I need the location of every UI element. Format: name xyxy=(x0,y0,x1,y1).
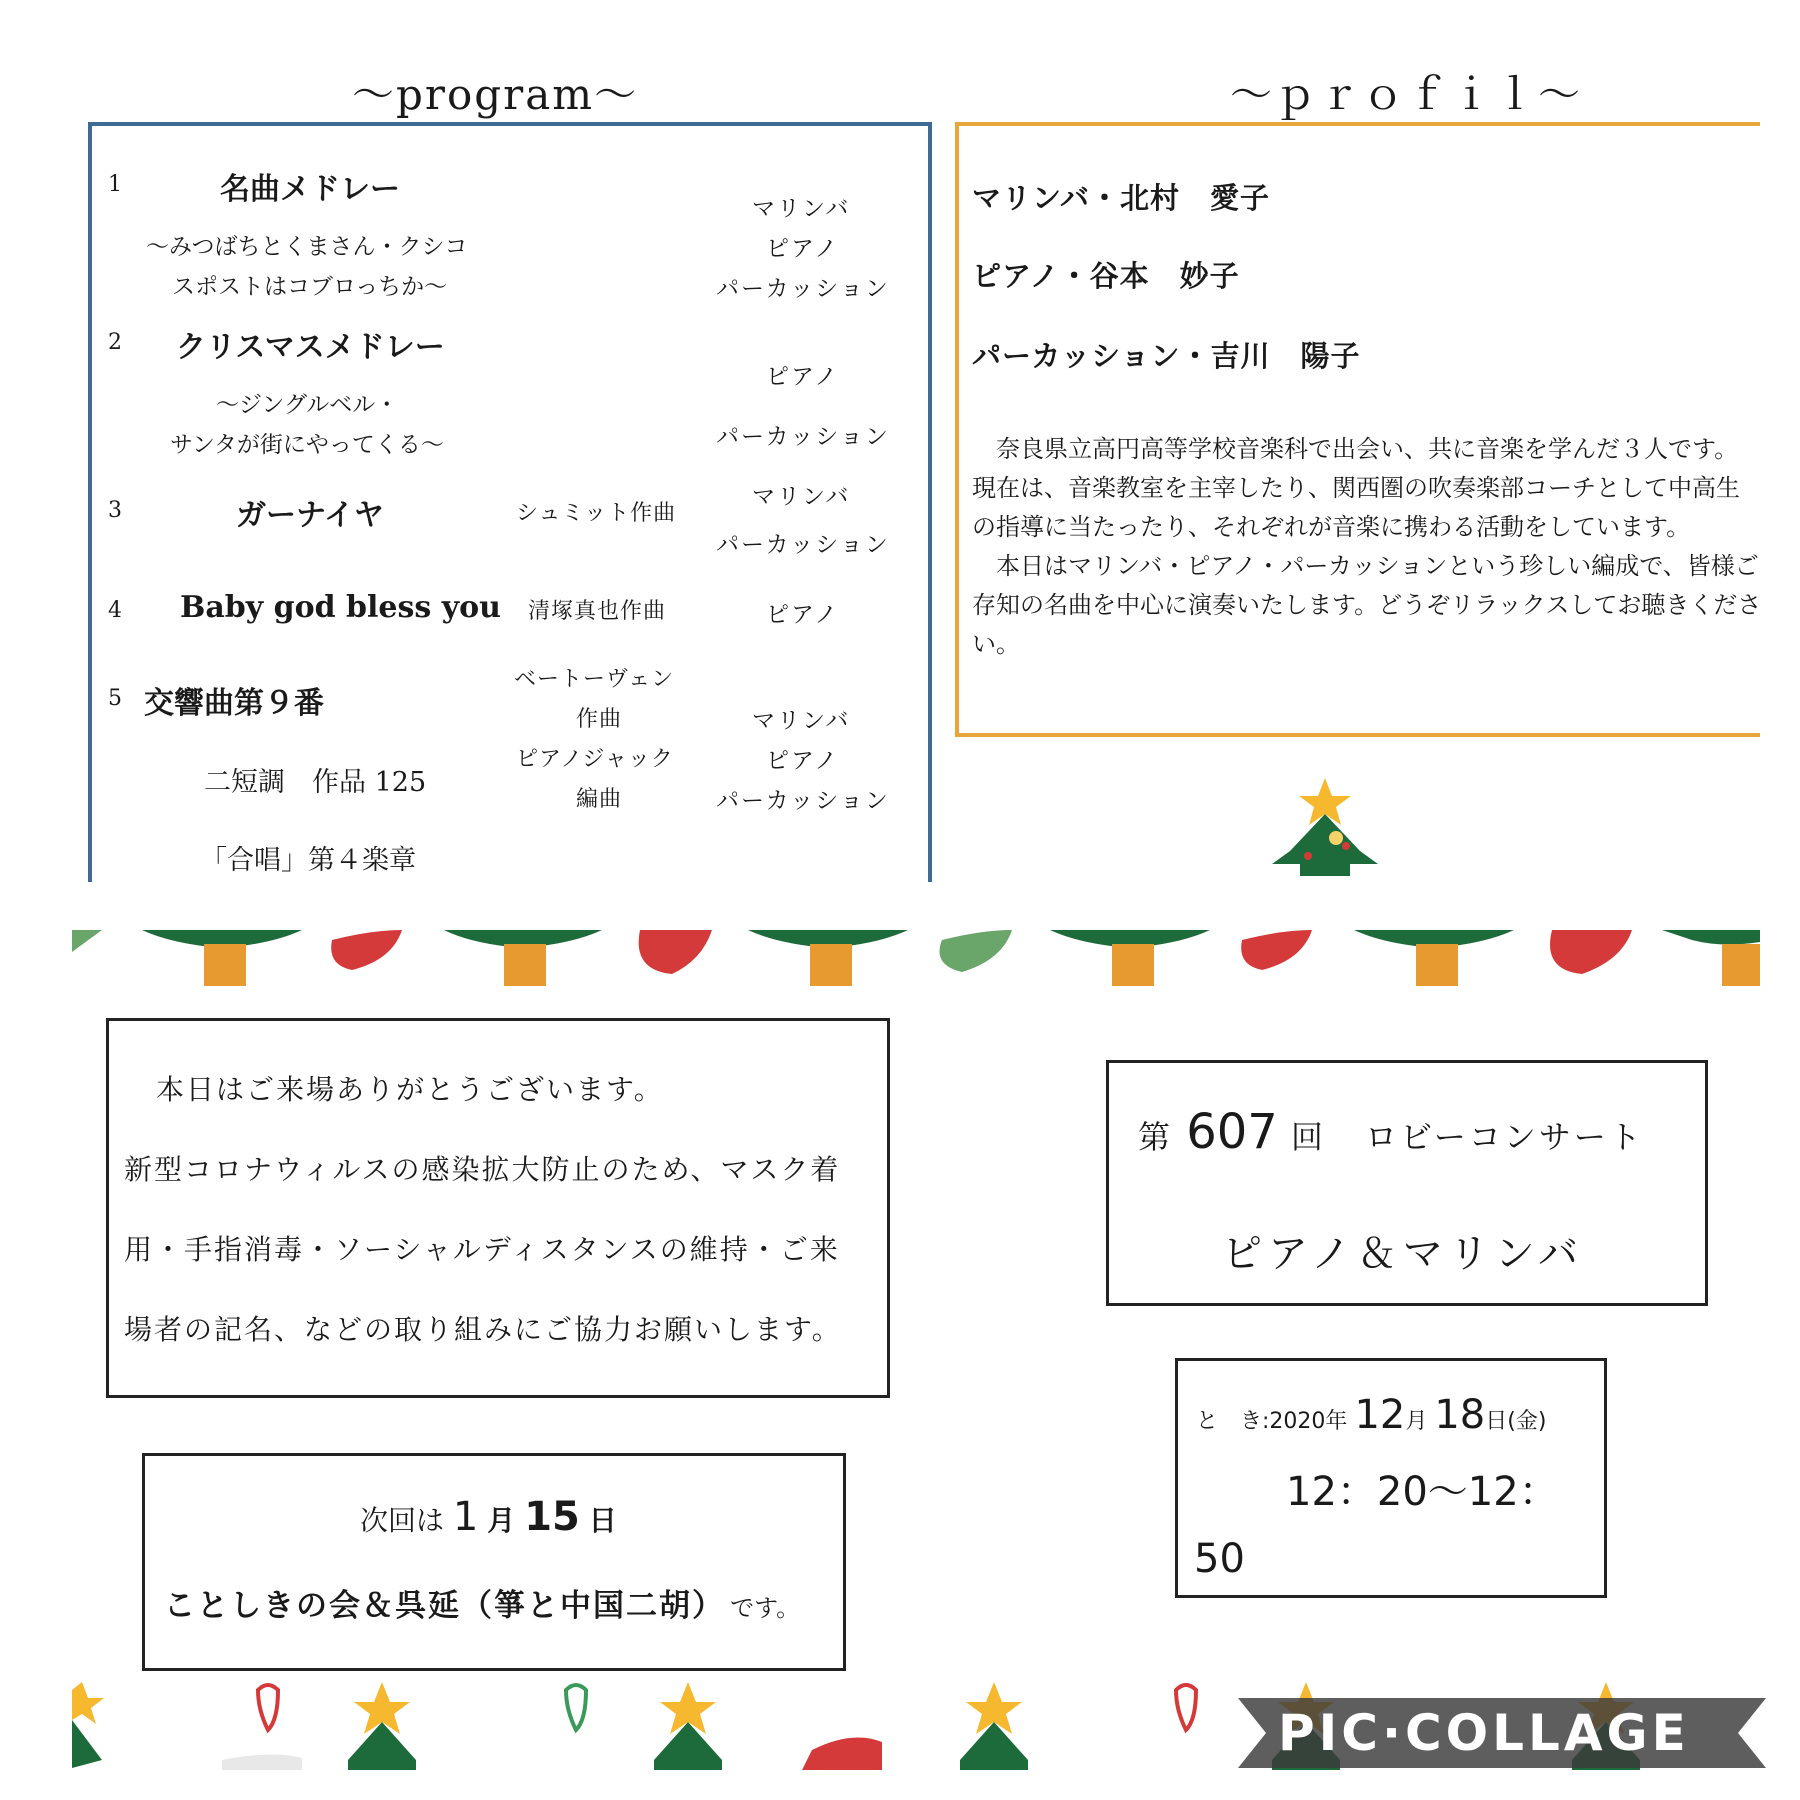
profile-paragraph: 本日はマリンバ・ピアノ・パーカッションという珍しい編成で、皆様ご存知の名曲を中心に演奏いたします。どうぞリラックスしてお聴きください。 xyxy=(972,552,1762,658)
program-item-title: 交響曲第９番 xyxy=(144,686,324,721)
schedule-year-unit: 年 xyxy=(1325,1409,1348,1434)
program-item-subtitle: ～ジングルベル・ xyxy=(216,392,399,418)
program-item-composer: シュミット作曲 xyxy=(516,501,677,526)
schedule-time-line1: 12：20～12： xyxy=(1286,1469,1559,1515)
schedule-year: 2020 xyxy=(1269,1409,1326,1434)
watermark-text: PIC·COLLAGE xyxy=(1278,1704,1690,1762)
program-item-instrument: マリンバ xyxy=(752,484,851,510)
program-item-instrument: パーカッション xyxy=(716,788,890,814)
program-item-subtitle: 二短調 作品 125 xyxy=(204,767,427,798)
star-tree-icon xyxy=(72,1682,104,1768)
schedule-weekday: (金) xyxy=(1507,1409,1547,1434)
program-item-number: 2 xyxy=(108,330,122,355)
next-concert-performers: ことしきの会＆呉延（箏と中国二胡） xyxy=(164,1588,725,1624)
program-item-instrument: ピアノ xyxy=(766,602,840,628)
program-item-instrument: マリンバ xyxy=(752,708,851,734)
notice-line: 場者の記名、などの取り組みにご協力お願いします。 xyxy=(124,1313,842,1346)
program-item-instrument: パーカッション xyxy=(716,424,890,450)
next-concert-box xyxy=(142,1453,846,1671)
program-item-composer: 清塚真也作曲 xyxy=(528,599,667,624)
profile-description xyxy=(972,430,1762,664)
concert-number: 607 xyxy=(1186,1104,1278,1160)
program-item-title: 名曲メドレー xyxy=(220,172,400,207)
concert-title xyxy=(1138,1104,1644,1160)
program-item-instrument: パーカッション xyxy=(716,276,890,302)
concert-subtitle: ピアノ＆マリンバ xyxy=(1222,1231,1584,1277)
program-item-composer: 編曲 xyxy=(576,787,623,812)
program-item-title: クリスマスメドレー xyxy=(176,330,445,365)
program-item-instrument: ピアノ xyxy=(766,748,840,774)
notice-line: 用・手指消毒・ソーシャルディスタンスの維持・ご来 xyxy=(124,1233,840,1266)
program-item-instrument: ピアノ xyxy=(766,364,840,390)
schedule-time-line2: 50 xyxy=(1194,1536,1245,1582)
profile-paragraph: 奈良県立高円高等学校音楽科で出会い、共に音楽を学んだ３人です。現在は、音楽教室を主宰したり、関西圏の吹奏楽部コーチとして中高生の指導に当たったり、それぞれが音楽に携わる活動をしています。 xyxy=(972,435,1740,541)
next-concert-month-unit: 月 xyxy=(487,1504,516,1537)
concert-count-unit: 回 xyxy=(1290,1118,1326,1156)
program-item-title: Baby god bless you xyxy=(180,590,501,625)
program-item-number: 1 xyxy=(108,172,122,197)
tree-pot-icon xyxy=(142,930,302,986)
notice-line: 新型コロナウィルスの感染拡大防止のため、マスク着 xyxy=(124,1153,841,1186)
program-item-subtitle: スポストはコブロっちか～ xyxy=(172,274,448,300)
program-item-number: 5 xyxy=(108,686,122,711)
program-item-title: ガーナイヤ xyxy=(236,498,384,533)
christmas-tree-icon xyxy=(1260,776,1390,878)
schedule-day-unit: 日 xyxy=(1485,1409,1508,1434)
next-concert-day: 15 xyxy=(524,1494,580,1540)
profile-member: ピアノ・谷本 妙子 xyxy=(972,259,1240,293)
schedule-label: と き: xyxy=(1196,1409,1270,1434)
program-item-composer: ベートーヴェン xyxy=(514,667,675,692)
profile-member: パーカッション・吉川 陽子 xyxy=(972,339,1361,373)
program-heading: ～program～ xyxy=(352,70,639,119)
program-item-subtitle: 「合唱」第４楽章 xyxy=(200,845,416,876)
watermark-banner xyxy=(1238,1698,1766,1768)
schedule-date xyxy=(1196,1392,1546,1438)
program-item-instrument: マリンバ xyxy=(752,196,851,222)
next-concert-month: 1 xyxy=(452,1494,479,1540)
next-concert-day-unit: 日 xyxy=(588,1504,617,1537)
program-item-subtitle: サンタが街にやってくる～ xyxy=(170,432,444,458)
program-item-composer: 作曲 xyxy=(576,707,623,732)
notice-line: 本日はご来場ありがとうございます。 xyxy=(156,1073,664,1106)
next-concert-prefix: 次回は xyxy=(360,1504,445,1537)
program-item-composer: ピアノジャック xyxy=(516,747,674,772)
concert-name: ロビーコンサート xyxy=(1365,1118,1644,1156)
next-concert-date xyxy=(360,1494,617,1540)
schedule-day: 18 xyxy=(1434,1392,1486,1438)
program-item-number: 4 xyxy=(108,598,122,623)
program-item-instrument: ピアノ xyxy=(766,236,840,262)
program-item-instrument: パーカッション xyxy=(716,532,890,558)
next-concert-suffix: です。 xyxy=(730,1594,801,1622)
profile-member: マリンバ・北村 愛子 xyxy=(972,181,1270,215)
schedule-month: 12 xyxy=(1354,1392,1406,1438)
schedule-month-unit: 月 xyxy=(1405,1409,1428,1434)
profile-heading: ～ｐｒｏｆｉｌ～ xyxy=(1230,70,1583,119)
decoration-strip-top xyxy=(72,930,1760,992)
program-item-subtitle: ～みつばちとくまさん・クシコ xyxy=(146,234,468,260)
program-item-number: 3 xyxy=(108,498,122,523)
next-concert-performers-line xyxy=(164,1580,800,1625)
concert-prefix: 第 xyxy=(1138,1118,1174,1156)
